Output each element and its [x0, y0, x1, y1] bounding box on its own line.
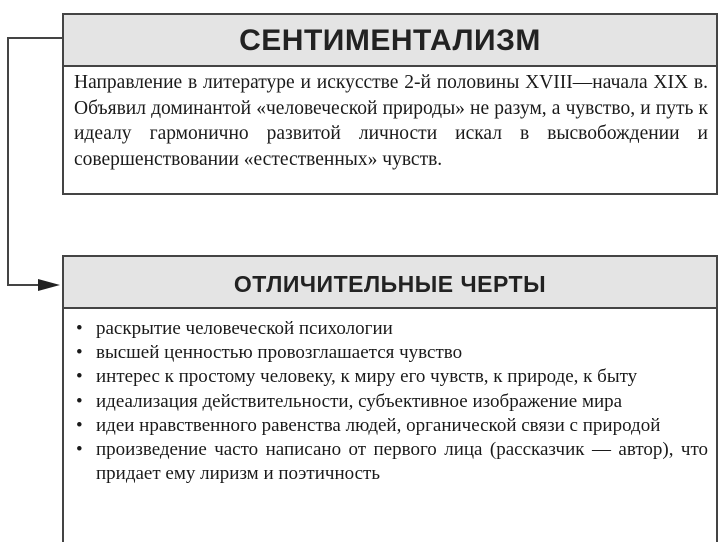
features-title: ОТЛИЧИТЕЛЬНЫЕ ЧЕРТЫ [64, 257, 716, 309]
features-box [62, 255, 718, 542]
definition-text: Направление в литературе и искусстве 2-й половины XVIII—начала XIX в. Объявил доминантой «человеческой природы» не разум, а чувство, и путь к идеалу гармонично развитой личности искал в высвобождении и совершенствовании «естественных» чувств. [74, 72, 708, 170]
list-item: • идеализация действительности, субъективное изображение мира [74, 390, 708, 414]
list-item: • интерес к простому человеку, к миру его чувств, к природе, к быту [74, 365, 708, 389]
list-item: • произведение часто написано от первого лица (рассказчик — автор), что придает ему лиризм и поэтичность [74, 438, 708, 486]
list-item: • идеи нравственного равенства людей, органической связи с природой [74, 414, 708, 438]
definition-box [62, 13, 718, 195]
features-list [64, 309, 716, 486]
definition-title: СЕНТИМЕНТАЛИЗМ [64, 15, 716, 67]
list-item: • высшей ценностью провозглашается чувство [74, 341, 708, 365]
connector-arrow [0, 0, 70, 300]
list-item: • раскрытие человеческой психологии [74, 317, 708, 341]
